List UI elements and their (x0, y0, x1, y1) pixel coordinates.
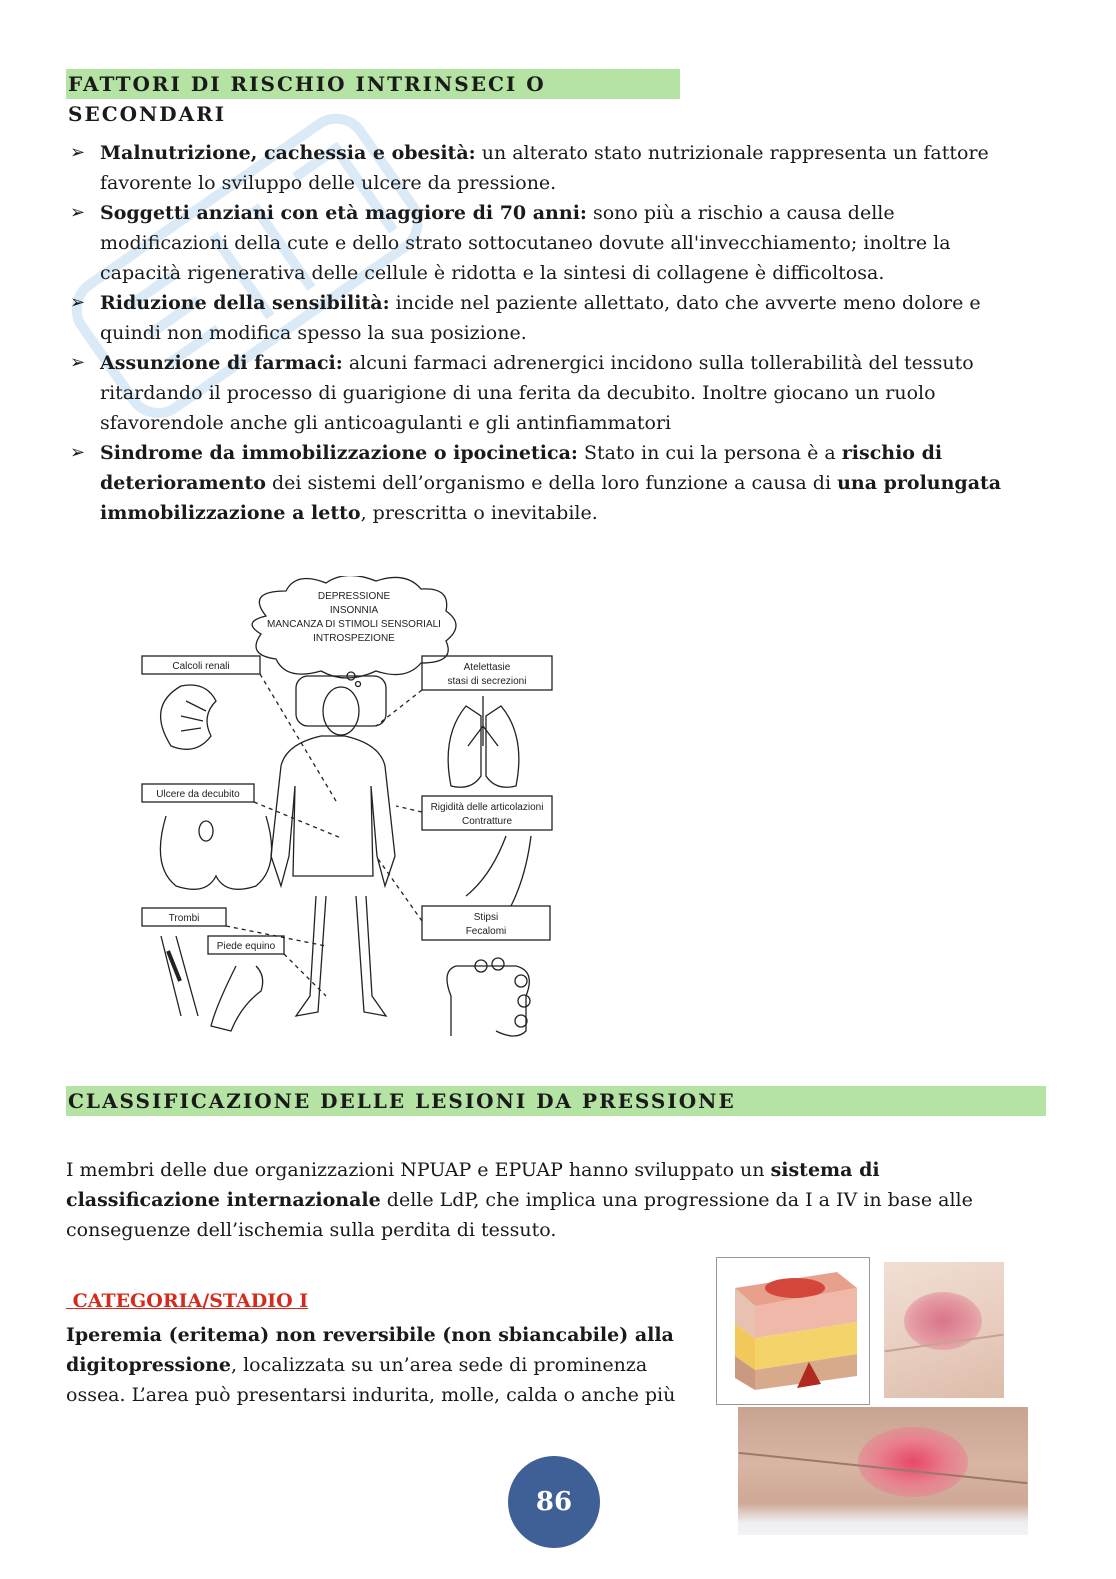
arrow-bullet-icon: ➢ (70, 202, 86, 223)
page-number: 86 (508, 1456, 600, 1548)
arrow-bullet-icon: ➢ (70, 292, 86, 313)
intro-bold: sistema di classificazione internazionale (66, 1159, 880, 1211)
category-text: , localizzata su un’area sede di prominenza ossea. L’area può presentarsi indurita, molle, calda o anche più (66, 1354, 676, 1406)
label-stasi-secrezioni: stasi di secrezioni (447, 676, 527, 687)
label-calcoli-renali: Calcoli renali (172, 661, 230, 672)
label-atelettasie: Atelettasie (463, 662, 511, 673)
list-item (66, 348, 1011, 438)
erythema-photo-1 (884, 1262, 1004, 1398)
label-trombi: Trombi (168, 913, 200, 924)
bullet-text: dei sistemi dell’organismo e della loro funzione a causa di (265, 472, 838, 494)
cloud-label-introspezione: INTROSPEZIONE (313, 633, 395, 644)
list-item (66, 438, 1011, 528)
category-paragraph (66, 1320, 706, 1410)
bullet-bold: rischio di deterioramento (100, 442, 943, 494)
category-bold: Iperemia (eritema) non reversibile (non sbiancabile) alla digitopressione (66, 1324, 674, 1376)
bullet-text: incide nel paziente allettato, dato che avverte meno dolore e quindi non modifica spesso la sua posizione. (100, 292, 981, 344)
bullet-term: Assunzione di farmaci: (100, 352, 343, 374)
risk-factor-list (66, 138, 1011, 528)
category-title: CATEGORIA/STADIO I (66, 1290, 309, 1312)
arrow-bullet-icon: ➢ (70, 142, 86, 163)
section-heading-risk-factors: FATTORI DI RISCHIO INTRINSECI O SECONDARI (66, 69, 680, 99)
section-heading-classification: CLASSIFICAZIONE DELLE LESIONI DA PRESSIONE (66, 1086, 1046, 1116)
bullet-text: un alterato stato nutrizionale rappresenta un fattore favorente lo sviluppo delle ulcere da pressione. (100, 142, 989, 194)
bullet-text: alcuni farmaci adrenergici incidono sulla tollerabilità del tessuto ritardando il processo di guarigione di una ferita da decubito. Inoltre giocano un ruolo sfavorendole anche gli anticoagulanti e gli antinfiammatori (100, 352, 974, 434)
cloud-label-stimoli: MANCANZA DI STIMOLI SENSORIALI (267, 619, 441, 630)
bullet-text: , prescritta o inevitabile. (360, 502, 598, 524)
immobilization-figure (136, 576, 566, 1046)
label-ulcere-decubito: Ulcere da decubito (156, 789, 240, 800)
intro-text: I membri delle due organizzazioni NPUAP e EPUAP hanno sviluppato un (66, 1159, 771, 1181)
arrow-bullet-icon: ➢ (70, 442, 86, 463)
arrow-bullet-icon: ➢ (70, 352, 86, 373)
label-contratture: Contratture (461, 816, 513, 827)
bullet-text: sono più a rischio a causa delle modificazioni della cute e dello strato sottocutaneo dovute all'invecchiamento; inoltre la capacità rigenerativa delle cellule è ridotta e la sintesi di collagene è difficoltosa. (100, 202, 951, 284)
cloud-label-depressione: DEPRESSIONE (317, 591, 391, 602)
intro-paragraph (66, 1155, 1016, 1245)
cloud-label-insonnia: INSONNIA (329, 605, 379, 616)
list-item (66, 198, 1011, 288)
intro-text: delle LdP, che implica una progressione da I a IV in base alle conseguenze dell’ischemia sulla perdita di tessuto. (66, 1189, 973, 1241)
list-item (66, 138, 1011, 198)
skin-layer-illustration (716, 1257, 870, 1405)
bullet-term: Malnutrizione, cachessia e obesità: (100, 142, 476, 164)
bullet-text: Stato in cui la persona è a (577, 442, 842, 464)
label-stipsi: Stipsi (473, 912, 499, 923)
bullet-bold: una prolungata immobilizzazione a letto (100, 472, 1002, 524)
erythema-photo-2 (738, 1407, 1028, 1535)
list-item (66, 288, 1011, 348)
bullet-term: Soggetti anziani con età maggiore di 70 anni: (100, 202, 587, 224)
label-rigidita: Rigidità delle articolazioni (430, 802, 544, 813)
bullet-term: Sindrome da immobilizzazione o ipocinetica: (100, 442, 578, 464)
bullet-term: Riduzione della sensibilità: (100, 292, 390, 314)
label-fecalomi: Fecalomi (465, 926, 507, 937)
label-piede-equino: Piede equino (216, 941, 276, 952)
